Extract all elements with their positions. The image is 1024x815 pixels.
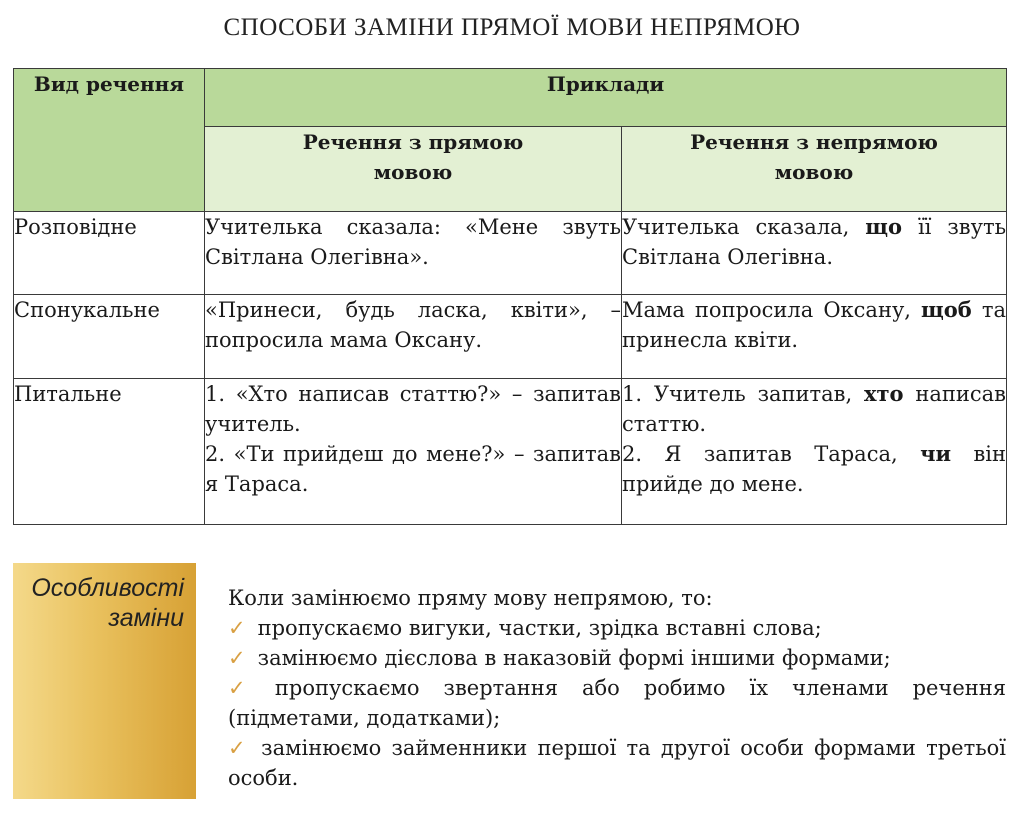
check-icon: ✓ <box>228 646 246 670</box>
text: та принесла квіти. <box>622 298 1006 352</box>
row-kind: Розповідне <box>14 212 205 295</box>
header-kind <box>14 69 205 212</box>
note-box <box>13 563 196 799</box>
text: 2. Я запитав Тараса, <box>622 442 921 466</box>
header-direct-label: Речення з прямою мовою <box>302 130 524 184</box>
row-direct: «Принеси, будь ласка, квіти», – попросила мама Оксану. <box>205 295 622 379</box>
indirect-example-1 <box>622 379 1006 439</box>
page-title: СПОСОБИ ЗАМІНИ ПРЯМОЇ МОВИ НЕПРЯМОЮ <box>223 14 801 41</box>
list-item <box>228 673 1006 733</box>
row-kind: Спонукальне <box>14 295 205 379</box>
list-item-text: замінюємо дієслова в наказовій формі іншими формами; <box>257 646 891 670</box>
header-row-1 <box>14 69 1007 127</box>
table-row <box>14 212 1007 295</box>
keyword: що <box>865 214 903 239</box>
header-indirect-label: Речення з непрямою мовою <box>690 130 938 184</box>
check-icon: ✓ <box>228 616 246 640</box>
direct-indirect-speech-table <box>13 68 1007 525</box>
list-item-text: замінюємо займенники першої та другої особи формами третьої особи. <box>228 736 1006 790</box>
list-item <box>228 643 1006 673</box>
rules-intro: Коли замінюємо пряму мову непрямою, то: <box>228 586 713 610</box>
table-row <box>14 295 1007 379</box>
header-indirect <box>622 127 1007 212</box>
keyword: чи <box>920 441 952 466</box>
row-kind: Питальне <box>14 379 205 525</box>
text: він прийде до мене. <box>622 442 1006 496</box>
list-item-text: пропускаємо вигуки, частки, зрідка вставні слова; <box>257 616 822 640</box>
header-direct <box>205 127 622 212</box>
text: написав статтю. <box>622 382 1006 436</box>
row-direct: Учителька сказала: «Мене звуть Світлана Олегівна». <box>205 212 622 295</box>
direct-example-2: 2. «Ти прийдеш до мене?» – запитав я Тараса. <box>205 442 621 496</box>
text: Мама попросила Оксану, <box>622 298 922 322</box>
check-icon: ✓ <box>228 736 250 760</box>
note-title-line-1: Особливості <box>31 574 184 602</box>
list-item <box>228 613 1006 643</box>
row-indirect <box>622 295 1007 379</box>
text: 1. Учитель запитав, <box>622 382 864 406</box>
list-item <box>228 733 1006 793</box>
text: її звуть Світлана Олегівна. <box>622 215 1006 269</box>
row-indirect <box>622 212 1007 295</box>
note-title <box>31 573 184 633</box>
keyword: щоб <box>921 297 972 322</box>
list-item-text: пропускаємо звертання або робимо їх членами речення (підметами, додатками); <box>228 676 1006 730</box>
keyword: хто <box>864 381 904 406</box>
direct-example-1: 1. «Хто написав статтю?» – запитав учитель. <box>205 382 621 436</box>
row-indirect <box>622 379 1007 525</box>
header-kind-label: Вид речення <box>33 72 185 96</box>
text: Учителька сказала, <box>622 215 866 239</box>
row-direct <box>205 379 622 525</box>
table-row <box>14 379 1007 525</box>
header-examples <box>205 69 1007 127</box>
rules-list <box>228 583 1006 793</box>
header-examples-label: Приклади <box>546 72 665 96</box>
check-icon: ✓ <box>228 676 263 700</box>
indirect-example-2 <box>622 439 1006 499</box>
note-title-line-2: заміни <box>108 604 184 632</box>
